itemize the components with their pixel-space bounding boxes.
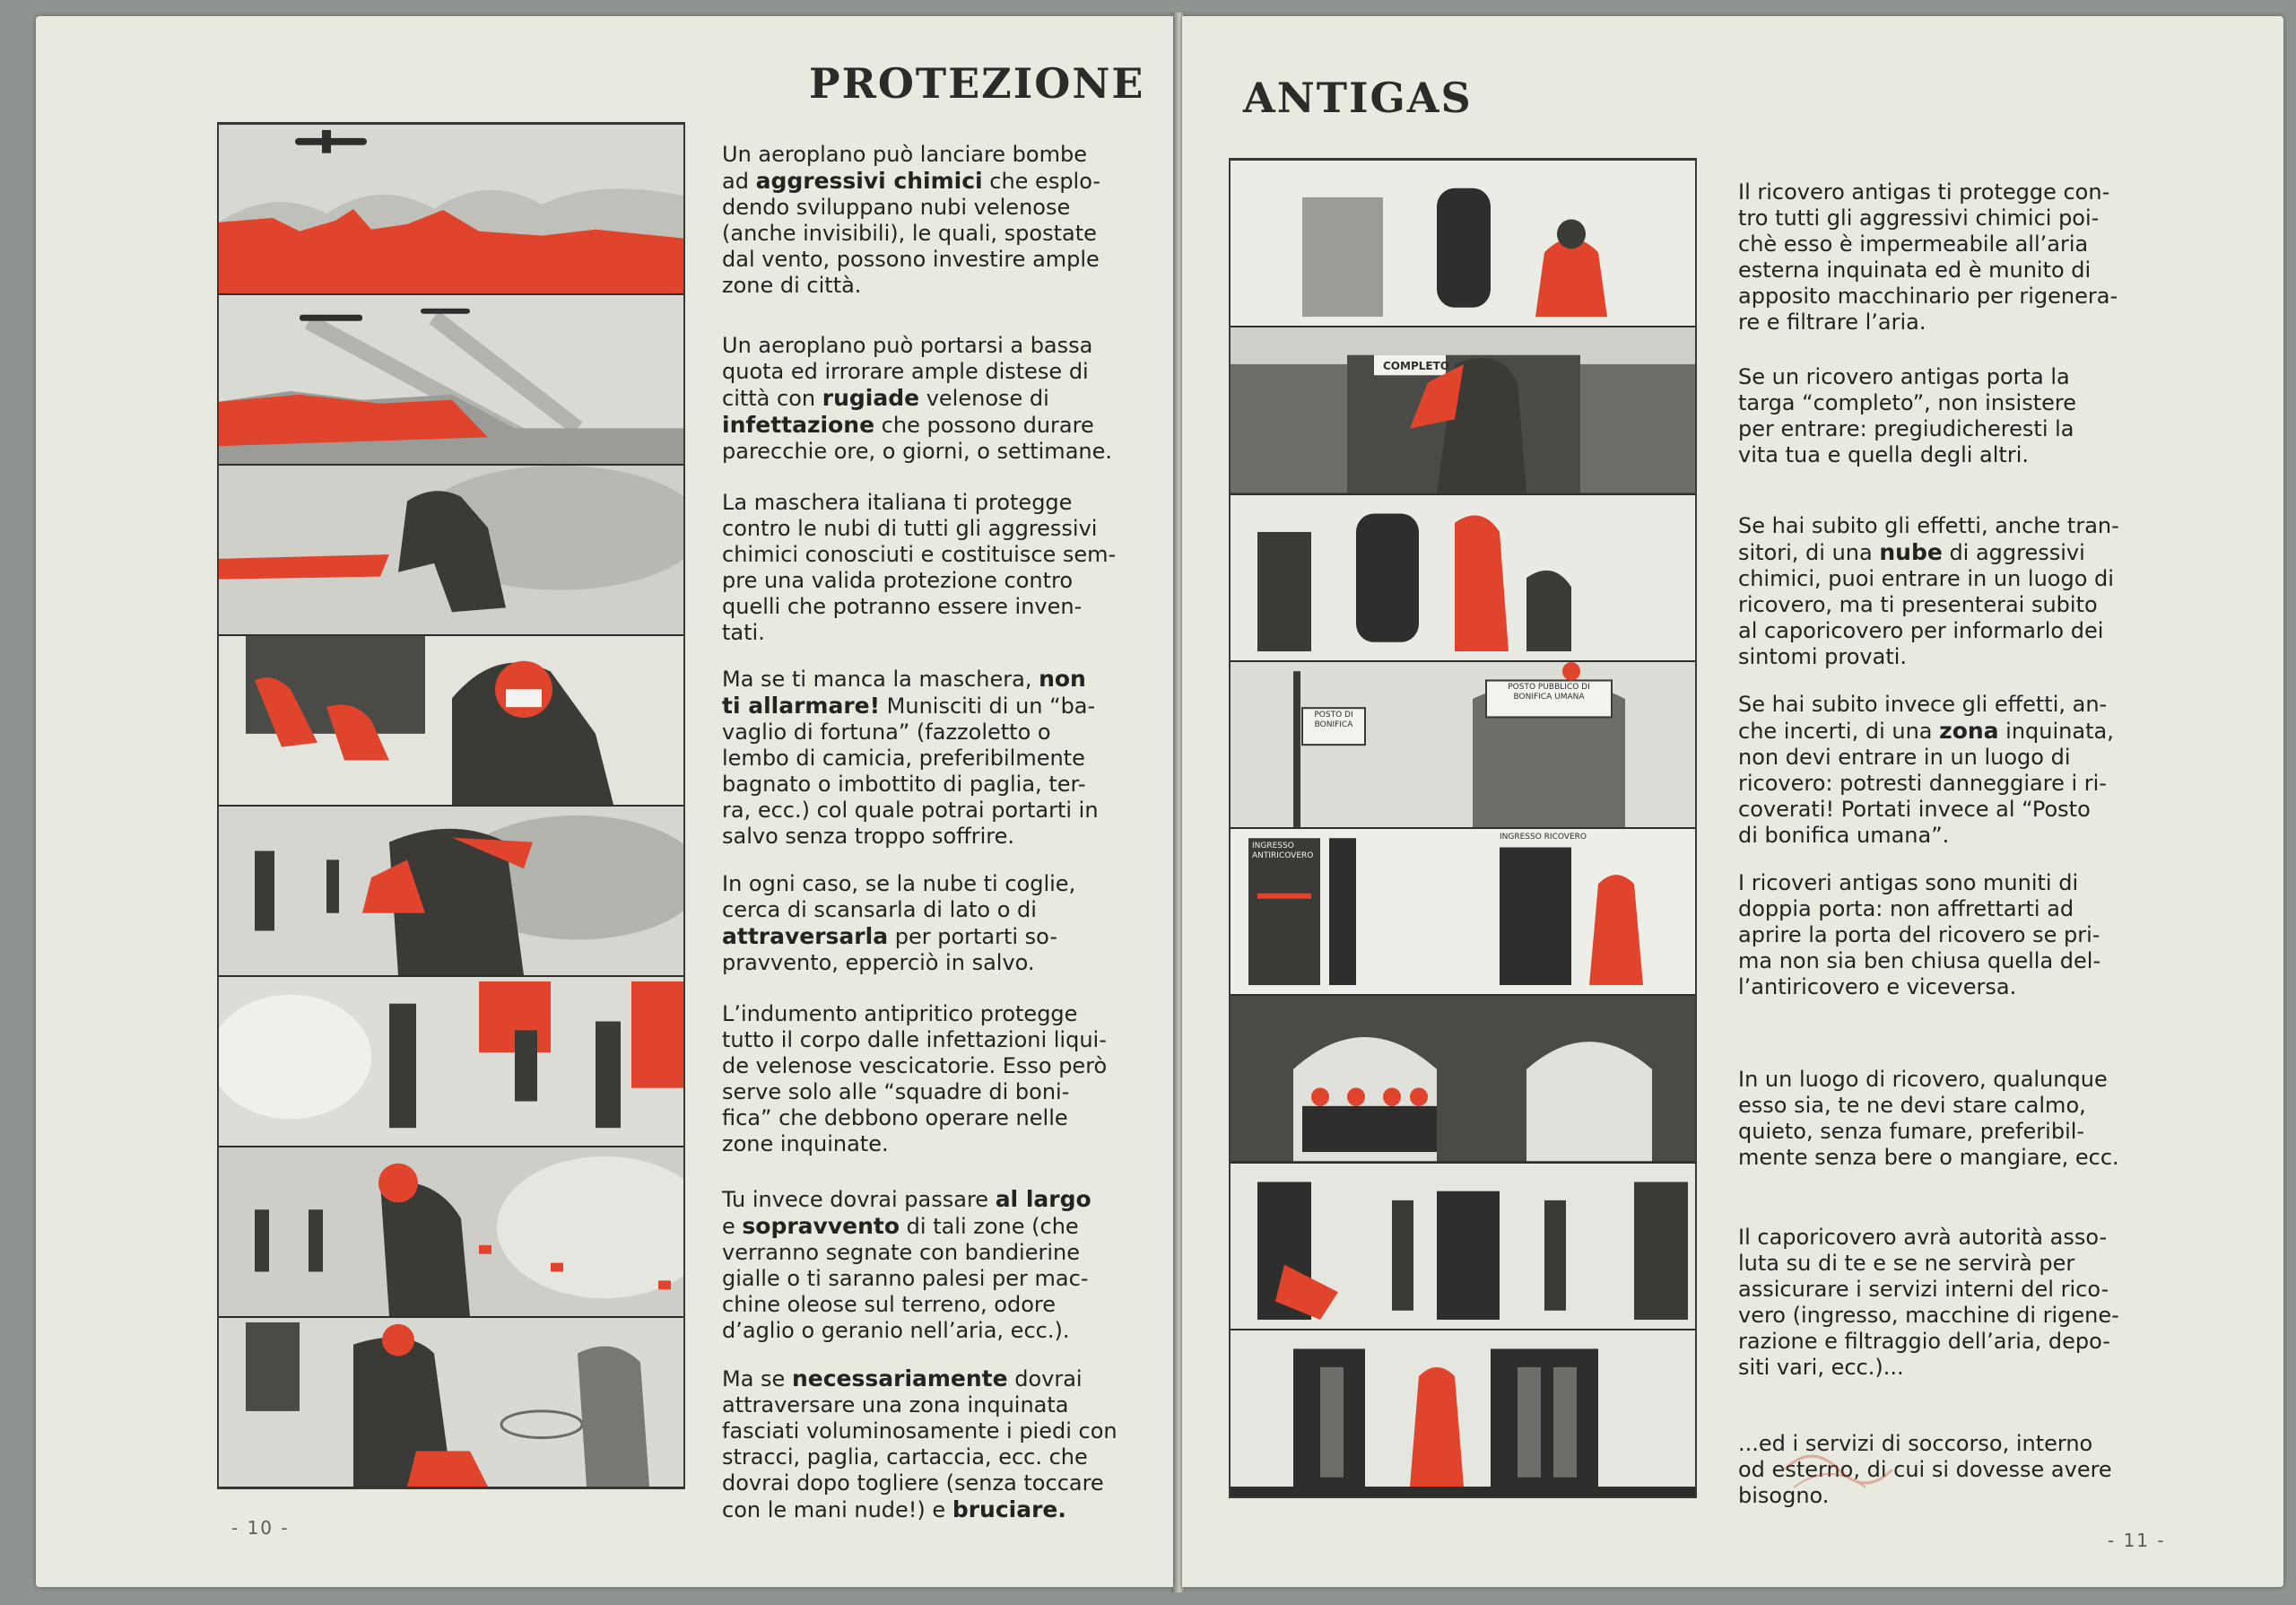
paragraph: Se hai subito invece gli effetti, an- che incerti, di una zona inquinata, non devi entrare in un luogo di ricovero: potresti danneggiare i ri- coverati! Portati invece al “Posto di bonifica umana”. — [1738, 692, 2114, 848]
label-completo: COMPLETO — [1383, 360, 1449, 373]
right-page — [1182, 16, 2283, 1587]
paragraph: In un luogo di ricovero, qualunque esso sia, te ne devi stare calmo, quieto, senza fumare, preferibil- mente senza bere o mangiare, ecc. — [1738, 1067, 2119, 1170]
left-body-text — [722, 142, 1152, 1523]
paragraph: Ma se ti manca la maschera, non ti allarmare! Munisciti di un “ba- vaglio di fortuna” (fazzoletto o lembo di camicia, preferibilmente bagnato o imbottito di paglia, ter- ra, ecc.) col quale potrai portarti in salvo senza troppo soffrire. — [722, 666, 1099, 849]
illustration-low-flying-planes — [219, 295, 683, 464]
illustration-rescue-services — [1231, 1330, 1695, 1496]
illustration-shelter-machinery — [1231, 161, 1695, 326]
paragraph: Un aeroplano può lanciare bombe ad aggressivi chimici che esplo- dendo sviluppano nubi velenose (anche invisibili), le quali, spostate dal vento, possono investire ample zone di città. — [722, 142, 1101, 298]
paragraph: Il ricovero antigas ti protegge con- tro tutti gli aggressivi chimici poi- chè esso è impermeabile all’aria esterna inquinata ed è munito di apposito macchinario per rigenera- re e filtrare l’aria. — [1738, 179, 2118, 335]
illustration-posto-bonifica — [1231, 662, 1695, 827]
paragraph: La maschera italiana ti protegge contro le nubi di tutti gli aggressivi chimici conosciuti e costituisce sem- pre una valida protezione contro quelli che potranno essere inven- tati. — [722, 490, 1117, 645]
label-ingresso-ricovero: INGRESSO RICOVERO — [1500, 833, 1587, 842]
paragraph: Il caporicovero avrà autorità asso- luta su di te e se ne servirà per assicurare i servizi interni del rico- vero (ingresso, macchine di rigene- razione e filtraggio dell’aria, depo- siti vari, ecc.)... — [1738, 1225, 2119, 1380]
paragraph: Ma se necessariamente dovrai attraversare una zona inquinata fasciati voluminosamente i piedi con stracci, paglia, cartaccia, ecc. che dovrai dopo togliere (senza toccare con le mani nude!) e bruciare. — [722, 1365, 1118, 1522]
page-title-protezione: PROTEZIONE — [809, 59, 1145, 108]
page-number-right: - 11 - — [2108, 1530, 2166, 1551]
illustration-strip-left — [217, 122, 685, 1489]
paragraph: I ricoveri antigas sono muniti di doppia porta: non affrettarti ad aprire la porta del ricovero se pri- ma non sia ben chiusa quella del- l’antiricovero e viceversa. — [1738, 870, 2101, 999]
label-posto-pubblico: POSTO PUBBLICO DI BONIFICA UMANA — [1508, 682, 1590, 702]
illustration-gas-mask — [219, 466, 683, 634]
paragraph: Un aeroplano può portarsi a bassa quota ed irrorare ample distese di città con rugiade velenose di infettazione che possono durare parecchie ore, o giorni, o settimane. — [722, 333, 1112, 464]
page-number-left: - 10 - — [231, 1517, 290, 1539]
illustration-double-door — [1231, 829, 1695, 994]
paragraph: Se hai subito gli effetti, anche tran- sitori, di una nube di aggressivi chimici, puoi entrare in un luogo di ricovero, ma ti presenterai subito al caporicovero per informarlo dei sintomi provati. — [1738, 513, 2119, 669]
illustration-flagged-zone — [219, 1147, 683, 1316]
paragraph: Tu invece dovrai passare al largo e sopravvento di tali zone (che verranno segnate con bandierine gialle o ti saranno palesi per mac- chine oleose sul terreno, odore d’aglio o geranio nell’aria, ecc.). — [722, 1186, 1091, 1343]
illustration-shelter-completo — [1231, 327, 1695, 493]
paragraph: ...ed i servizi di soccorso, interno od esterno, di cui si dovesse avere bisogno. — [1738, 1431, 2112, 1508]
ink-stamp-mark — [1776, 1434, 1919, 1505]
illustration-escape-cloud — [219, 807, 683, 975]
label-ingresso-antiricovero: INGRESSO ANTIRICOVERO — [1252, 842, 1314, 860]
right-body-text — [1738, 179, 2160, 1509]
page-title-antigas: ANTIGAS — [1243, 74, 1473, 122]
paragraph: L’indumento antipritico protegge tutto il corpo dalle infettazioni liqui- de velenose vescicatorie. Esso però serve solo alle “squadre di boni- fica” che debbono operare nelle zone inquinate. — [722, 1001, 1108, 1156]
paragraph: In ogni caso, se la nube ti coglie, cerca di scansarla di lato o di attraversarla per portarti so- pravvento, epperciò in salvo. — [722, 871, 1076, 975]
illustration-decontamination-squad — [219, 977, 683, 1146]
illustration-improvised-gag — [219, 636, 683, 805]
illustration-shelter-services — [1231, 1164, 1695, 1329]
illustration-strip-right — [1229, 158, 1697, 1498]
paragraph: Se un ricovero antigas porta la targa “completo”, non insistere per entrare: pregiudicheresti la vita tua e quella degli altri. — [1738, 364, 2076, 467]
illustration-calm-shelter — [1231, 996, 1695, 1161]
illustration-bomber-gas-cloud — [219, 125, 683, 293]
illustration-caporicovero — [1231, 495, 1695, 660]
left-page — [36, 16, 1173, 1587]
illustration-wrapped-feet — [219, 1318, 683, 1487]
label-posto-bonifica: POSTO DI BONIFICA — [1314, 710, 1353, 729]
